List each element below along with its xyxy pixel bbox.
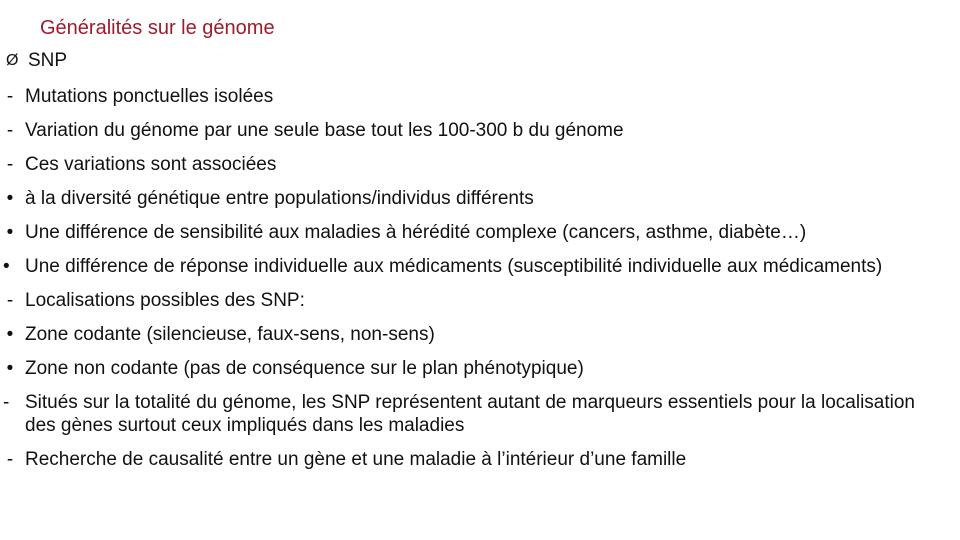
list-item-text: Variation du génome par une seule base tout les 100-300 b du génome [25,120,624,141]
dot-bullet: • [6,324,14,345]
dash-bullet: - [3,392,10,413]
list-item [0,221,915,244]
dash-bullet: - [6,154,14,175]
list-item-text: Une différence de sensibilité aux maladies à hérédité complexe (cancers, asthme, diabète…) [25,222,807,243]
dash-bullet: - [6,290,14,311]
dash-bullet: - [6,449,14,470]
list-item [0,448,915,471]
list-item-text: Zone codante (silencieuse, faux-sens, non-sens) [25,324,435,345]
dot-bullet: • [6,358,14,379]
section-heading-label: SNP [28,50,68,71]
list-item-text: Mutations ponctuelles isolées [25,86,274,107]
list-item-text: Recherche de causalité entre un gène et une maladie à l’intérieur d’une famille [25,449,687,470]
list-item-text: Une différence de réponse individuelle aux médicaments (susceptibilité individuelle aux médicaments) [25,256,883,277]
section-heading [6,49,67,73]
dot-bullet: • [3,256,10,277]
list-item [0,255,915,278]
list-item [0,153,915,176]
dot-bullet: • [6,188,14,209]
list-item [0,187,915,210]
arrow-bullet-icon: Ø [6,52,19,69]
list-item-text: Ces variations sont associées [25,154,277,175]
list-item [0,391,915,437]
bullet-list [0,85,960,482]
dash-bullet: - [6,86,14,107]
list-item [0,357,915,380]
list-item-text: Situés sur la totalité du génome, les SNP représentent autant de marqueurs essentiels pour la localisation des gènes surtout ceux impliqués dans les maladies [25,392,915,436]
dash-bullet: - [6,120,14,141]
list-item-text: Zone non codante (pas de conséquence sur le plan phénotypique) [25,358,584,379]
slide-title: Généralités sur le génome [40,17,275,39]
dot-bullet: • [6,222,14,243]
list-item [0,119,915,142]
list-item-text: à la diversité génétique entre populations/individus différents [25,188,534,209]
list-item [0,289,915,312]
list-item [0,323,915,346]
list-item [0,85,915,108]
list-item-text: Localisations possibles des SNP: [25,290,305,311]
